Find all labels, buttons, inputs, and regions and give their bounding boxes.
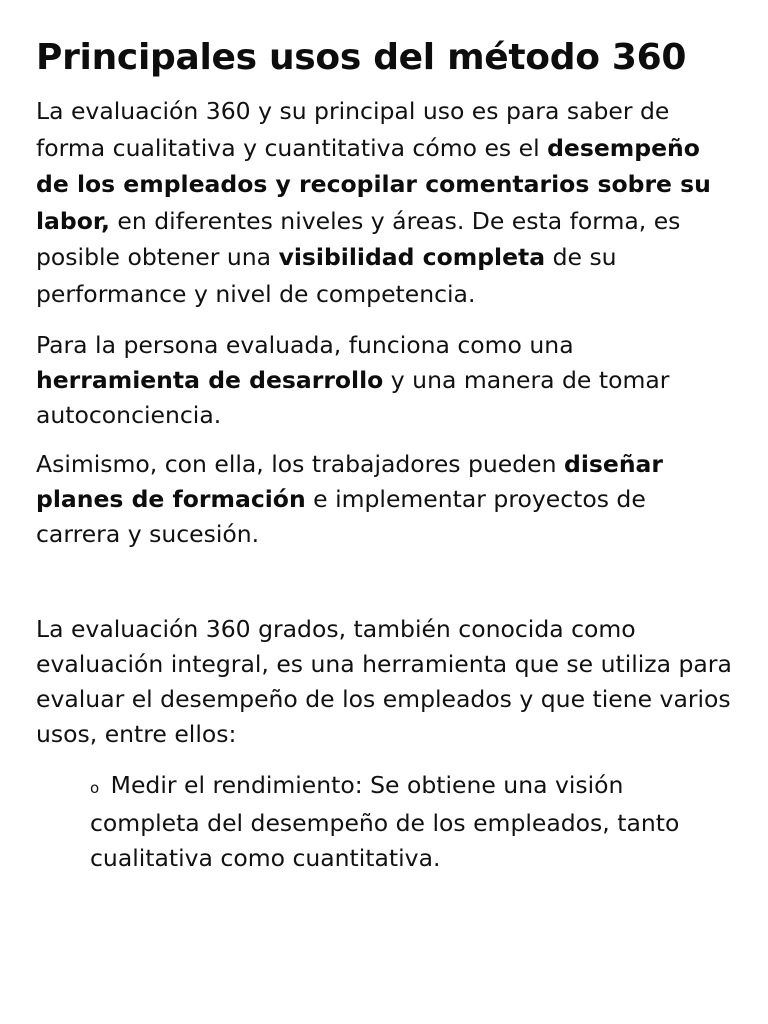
paragraph-text: en diferentes niveles y áreas. De esta forma, es posible obtener una (36, 206, 681, 272)
paragraph-text: Asimismo, con ella, los trabajadores pueden (36, 450, 565, 479)
paragraph-text: y una manera de tomar autoconciencia. (36, 366, 670, 430)
page-title: Principales usos del método 360 (36, 37, 687, 78)
paragraph-text: La evaluación 360 y su principal uso es para saber de forma cualitativa y cuantitativa cómo es el (36, 97, 670, 162)
paragraph-uses-intro (36, 93, 732, 312)
bold-text: herramienta de desarrollo (36, 366, 384, 395)
bold-text: desempeño de los empleados y recopilar comentarios sobre su labor, (36, 133, 711, 235)
paragraph-evaluated-person (36, 328, 732, 433)
list-item (90, 768, 732, 876)
bold-text: diseñar planes de formación (36, 450, 663, 514)
paragraph-training-plans (36, 447, 732, 552)
uses-list (36, 768, 732, 876)
paragraph-text: Para la persona evaluada, funciona como una (36, 331, 574, 360)
bold-text: visibilidad completa (278, 243, 546, 272)
bullet-marker: o (90, 779, 100, 798)
paragraph-360-definition: La evaluación 360 grados, también conocida como evaluación integral, es una herramienta que se utiliza para evaluar el desempeño de los empleados y que tiene varios usos, entre ellos: (36, 615, 732, 749)
paragraph-text: e implementar proyectos de carrera y sucesión. (36, 485, 646, 549)
paragraph-text: de su performance y nivel de competencia. (36, 243, 617, 308)
list-item-text: Medir el rendimiento: Se obtiene una visión completa del desempeño de los empleados, tanto cualitativa como cuantitativa. (90, 771, 680, 873)
